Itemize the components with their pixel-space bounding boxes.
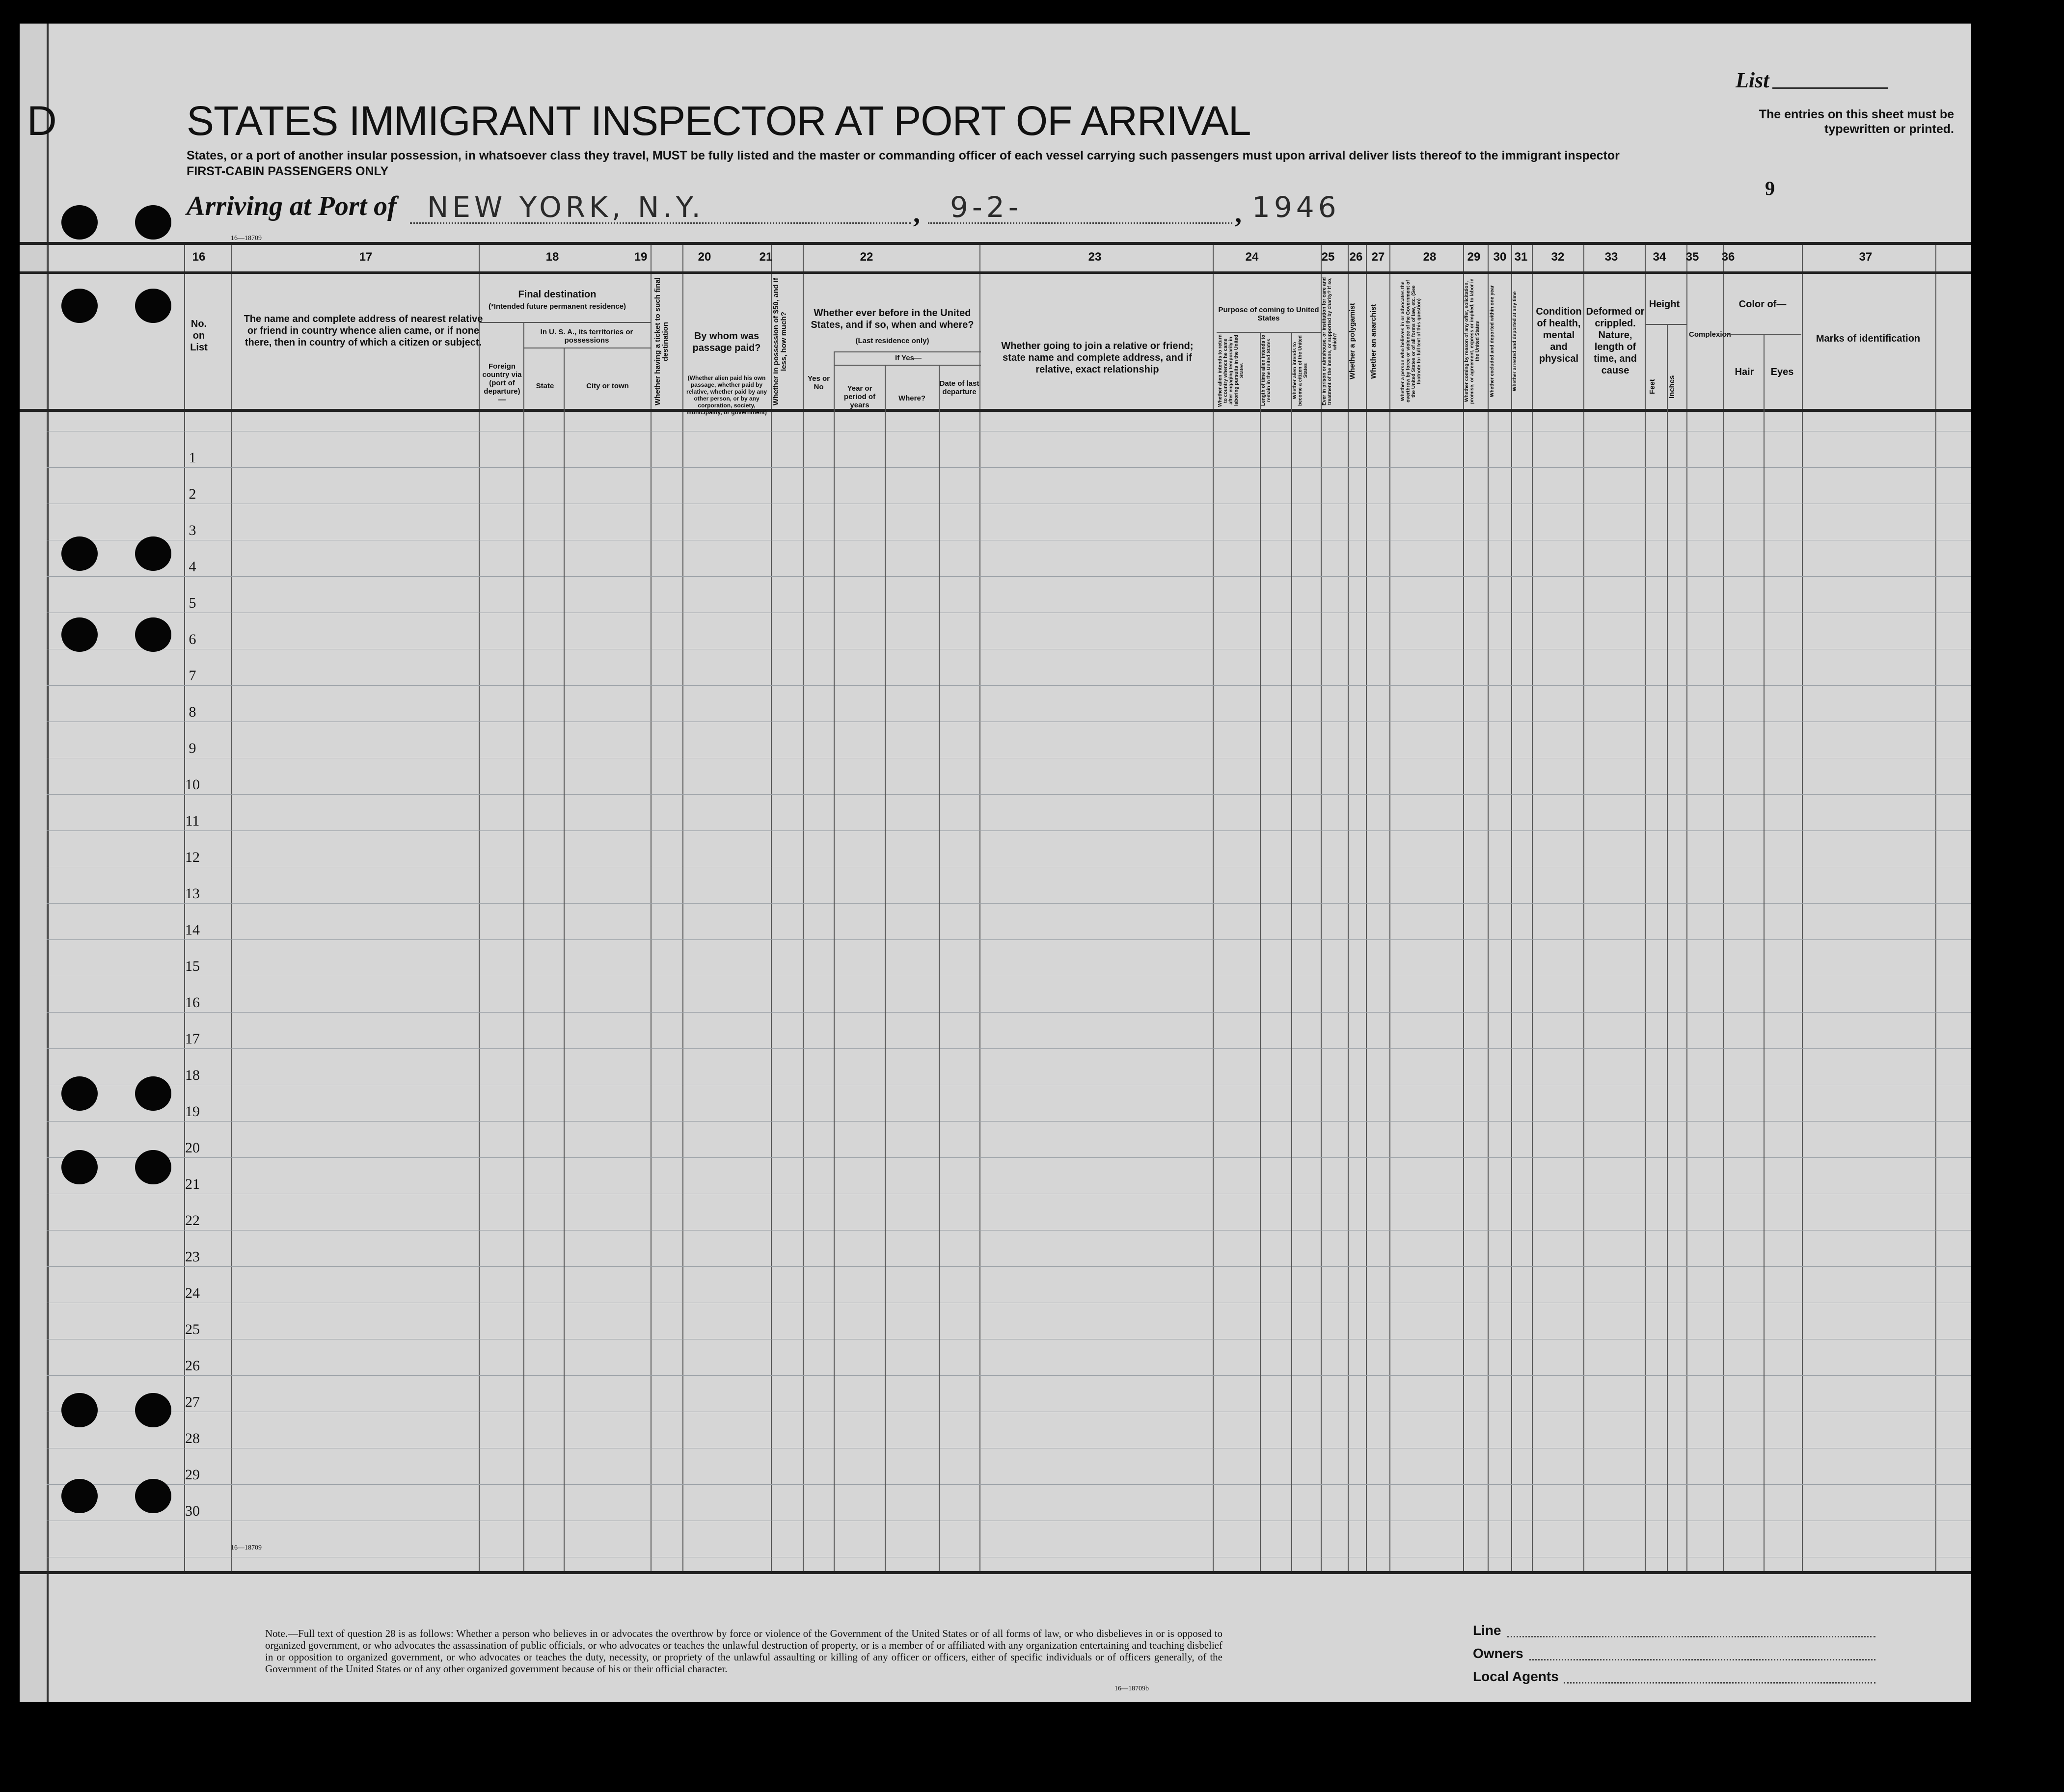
col22-subdivider: [939, 365, 940, 1571]
row-number: 25: [185, 1321, 200, 1337]
col24c-header: Whether alien intends to become a citizen of the United States: [1292, 335, 1308, 406]
row-number: 1: [189, 450, 196, 466]
column-divider: [1348, 242, 1349, 1572]
column-divider: [1532, 242, 1533, 1572]
col34-subdivider: [1667, 324, 1668, 1571]
binder-hole: [135, 617, 171, 652]
col18-note: (*Intended future permanent residence): [488, 302, 626, 311]
row-divider: [47, 685, 1971, 686]
col-num-22: 22: [860, 250, 873, 264]
col17-header: The name and complete address of nearest relative or friend in country whence alien came, or if none there, then in country of which a citizen or subject.: [244, 314, 483, 348]
col24-divider: [1217, 332, 1321, 333]
column-divider: [682, 242, 683, 1572]
col23-header: Whether going to join a relative or friend; state name and complete address, and if relative, exact relationship: [1001, 341, 1194, 375]
column-divider: [651, 242, 652, 1572]
col-num-26: 26: [1349, 250, 1363, 264]
col16-header: No. on List: [190, 319, 208, 353]
col-num-37: 37: [1859, 250, 1873, 264]
col-num-16: 16: [192, 250, 206, 264]
col24-title: Purpose of coming to United States: [1218, 306, 1319, 322]
row-number: 11: [185, 813, 200, 829]
col-num-24: 24: [1245, 250, 1259, 264]
column-divider: [1645, 242, 1646, 1572]
line-field[interactable]: [1507, 1636, 1875, 1637]
col28-header: Whether a person who believes in or advocates the overthrow by force or violence of the Government of the United States or of all forms of law, etc. (See footnote for full text of this question): [1400, 280, 1422, 403]
column-divider: [1321, 242, 1322, 1572]
column-divider: [1463, 242, 1464, 1572]
row-number: 27: [185, 1394, 200, 1410]
col36-subdivider: [1764, 334, 1765, 1571]
form-code: 16—18709: [231, 1544, 262, 1551]
row-number: 29: [185, 1467, 200, 1483]
col24-subdivider: [1260, 332, 1261, 1571]
col20-title: By whom was passage paid?: [692, 331, 761, 353]
local-agents-field[interactable]: [1564, 1682, 1875, 1684]
row-number: 14: [185, 922, 200, 938]
line-label: Line: [1473, 1623, 1501, 1638]
col30-header: Whether excluded and deported within one year: [1490, 285, 1495, 398]
row-number: 10: [185, 776, 200, 793]
row-number: 24: [185, 1285, 200, 1301]
column-divider: [1389, 242, 1390, 1572]
col-num-20: 20: [698, 250, 711, 264]
instructions-text: States, or a port of another insular possession, in whatsoever class they travel, MUST be fully listed and the master or commanding officer of each vessel carrying such passengers must upon arrival deliver lists thereof to the immigrant inspector: [187, 149, 1620, 162]
col34-feet-header: Feet: [1648, 379, 1657, 395]
col26-header: Whether a polygamist: [1348, 303, 1357, 380]
binder-hole: [135, 1076, 171, 1111]
row-number: 19: [185, 1103, 200, 1120]
col18-state-header: State: [536, 382, 554, 390]
binder-hole: [135, 1393, 171, 1427]
row-number: 13: [185, 885, 200, 902]
col35-header: Complexion: [1689, 330, 1731, 339]
binder-hole: [61, 289, 98, 323]
owners-field[interactable]: [1529, 1659, 1875, 1660]
column-divider: [979, 242, 980, 1572]
column-divider: [1583, 242, 1584, 1572]
col-num-32: 32: [1551, 250, 1565, 264]
col32-header: Condition of health, mental and physical: [1536, 306, 1582, 364]
col-num-29: 29: [1467, 250, 1481, 264]
col-num-21: 21: [759, 250, 773, 264]
col22-divider: [834, 351, 981, 352]
passenger-class-label: FIRST-CABIN PASSENGERS ONLY: [187, 164, 389, 178]
col22-subdivider: [885, 365, 886, 1571]
col-num-28: 28: [1423, 250, 1437, 264]
col24-subdivider: [1291, 332, 1292, 1571]
col22-where-header: Where?: [898, 394, 925, 402]
row-number: 2: [189, 486, 196, 502]
row-number: 7: [189, 668, 196, 684]
col37-header: Marks of identification: [1816, 333, 1921, 344]
row-divider: [47, 576, 1971, 577]
comma: ,: [1235, 198, 1242, 229]
previous-page-strip: [20, 24, 49, 1702]
col18-subdivider: [523, 322, 524, 1571]
row-divider: [47, 1484, 1971, 1485]
question-28-note: Note.—Full text of question 28 is as follows: Whether a person who believes in or advocates the overthrow by force or violence of the Government of the United States or of all forms of law, or who disbelieves in or is opposed to organized government, or who advocates the assassination of public officials, or who advocates or teaches the unlawful destruction of property, or is a member of or affiliated with any organization entertaining and teaching disbelief in or opposition to organized government, or who advocates or teaches the duty, necessity, or propriety of the unlawful assaulting or killing of any officer or officers, either of specific individuals or of officers generally, of the Government of the United States or of any other organized government because of his or their official character.: [265, 1628, 1222, 1675]
binder-hole: [61, 617, 98, 652]
row-number: 23: [185, 1249, 200, 1265]
column-divider: [1802, 242, 1803, 1572]
binder-hole: [135, 536, 171, 571]
col24b-header: Length of time alien intends to remain in the United States: [1261, 335, 1272, 406]
row-divider: [47, 794, 1971, 795]
col22-date-header: Date of last departure: [939, 379, 979, 396]
row-divider: [47, 1375, 1971, 1376]
col22-note: (Last residence only): [855, 337, 929, 345]
col-num-25: 25: [1321, 250, 1335, 264]
list-label: List: [1736, 68, 1769, 92]
binder-hole: [61, 1150, 98, 1184]
binder-hole: [135, 1150, 171, 1184]
manifest-sheet: [20, 24, 1971, 1702]
row-divider: [47, 1012, 1971, 1013]
port-handwritten[interactable]: NEW YORK, N.Y.: [427, 190, 705, 224]
row-number: 8: [189, 704, 196, 720]
row-number: 30: [185, 1503, 200, 1519]
row-divider: [47, 830, 1971, 831]
col18-usa-header: In U. S. A., its territories or possessions: [540, 328, 633, 345]
typewritten-note: The entries on this sheet must be typewritten or printed.: [1759, 107, 1954, 136]
column-divider: [1723, 242, 1724, 1572]
table-bottom-rule: [20, 1571, 1971, 1574]
col22-yes-no-header: Yes or No: [807, 374, 830, 391]
form-code: 16—18709: [231, 235, 262, 242]
col-num-31: 31: [1514, 250, 1528, 264]
column-divider: [47, 242, 48, 1572]
col29-header: Whether coming by reason of any offer, solicitation, promise, or agreement, express or implied, to labor in the United States: [1464, 278, 1480, 404]
local-agents-label: Local Agents: [1473, 1669, 1559, 1684]
col19-header: Whether having a ticket to such final destination: [653, 277, 670, 405]
binder-hole: [61, 536, 98, 571]
col-num-17: 17: [359, 250, 373, 264]
col27-header: Whether an anarchist: [1369, 304, 1378, 379]
page-title: STATES IMMIGRANT INSPECTOR AT PORT OF ARRIVAL: [187, 98, 1251, 144]
row-number: 16: [185, 994, 200, 1011]
row-number: 28: [185, 1430, 200, 1446]
row-number: 5: [189, 595, 196, 611]
list-number-field[interactable]: [1772, 87, 1888, 89]
form-code: 16—18709b: [1114, 1685, 1149, 1692]
binder-hole: [61, 205, 98, 240]
col22-title: Whether ever before in the United States, and if so, when and where?: [811, 308, 974, 330]
title-fragment: D: [27, 98, 57, 144]
column-divider: [1366, 242, 1367, 1572]
binder-hole: [135, 289, 171, 323]
col25-header: Ever in prison or almshouse, or institution for care and treatment of the insane, or supported by charity? If so, which?: [1322, 277, 1338, 406]
comma: ,: [913, 198, 920, 229]
col22-year-header: Year or period of years: [843, 384, 876, 409]
row-number: 21: [185, 1176, 200, 1192]
col18-foreign-header: Foreign country via (port of departure)—: [482, 362, 522, 404]
year-handwritten[interactable]: 1946: [1252, 190, 1340, 224]
column-divider: [771, 242, 772, 1572]
column-divider: [1686, 242, 1687, 1572]
col-num-30: 30: [1493, 250, 1507, 264]
owners-label: Owners: [1473, 1646, 1523, 1661]
row-divider: [47, 467, 1971, 468]
column-number-rule: [20, 271, 1971, 274]
row-number: 4: [189, 559, 196, 575]
row-divider: [47, 1266, 1971, 1267]
col-num-18: 18: [545, 250, 559, 264]
row-number: 6: [189, 631, 196, 647]
row-divider: [47, 1048, 1971, 1049]
column-divider: [479, 242, 480, 1572]
row-divider: [47, 939, 1971, 940]
row-number: 18: [185, 1067, 200, 1083]
row-number: 9: [189, 740, 196, 756]
col36-title: Color of—: [1738, 299, 1787, 310]
row-divider: [47, 1157, 1971, 1158]
date-handwritten[interactable]: 9-2-: [950, 190, 1023, 224]
col36-eyes-header: Eyes: [1770, 367, 1794, 377]
arriving-label: Arriving at Port of: [187, 191, 397, 221]
col22-subdivider: [834, 351, 835, 1571]
row-number: 12: [185, 849, 200, 865]
column-divider: [1213, 242, 1214, 1572]
sheet-number: 9: [1765, 177, 1775, 199]
col18-group-header: Final destination: [518, 289, 597, 300]
row-divider: [47, 903, 1971, 904]
row-number: 3: [189, 522, 196, 538]
col-num-36: 36: [1721, 250, 1735, 264]
col18-city-header: City or town: [586, 382, 629, 390]
binder-hole: [61, 1393, 98, 1427]
column-divider: [1935, 242, 1936, 1572]
binder-hole: [135, 205, 171, 240]
table-top-rule: [20, 242, 1971, 245]
col-num-35: 35: [1685, 250, 1699, 264]
col-num-19: 19: [634, 250, 648, 264]
column-divider: [803, 242, 804, 1572]
col22-if-yes: If Yes—: [895, 354, 922, 362]
row-divider: [47, 1121, 1971, 1122]
row-number: 15: [185, 958, 200, 974]
row-number: 22: [185, 1212, 200, 1229]
col34-divider: [1646, 324, 1686, 325]
column-divider: [1511, 242, 1512, 1572]
col22-if-yes-divider: [834, 365, 981, 366]
column-divider: [231, 242, 232, 1572]
col21-header: Whether in possession of $50, and if less, how much?: [772, 277, 788, 405]
col24a-header: Whether alien intends to return to country whence he came after engaging temporarily in laboring pursuits in the United States: [1218, 334, 1245, 407]
row-number: 17: [185, 1031, 200, 1047]
binder-hole: [61, 1076, 98, 1111]
col-num-23: 23: [1088, 250, 1102, 264]
header-bottom-rule: [20, 409, 1971, 412]
col-num-34: 34: [1653, 250, 1666, 264]
col33-header: Deformed or crippled. Nature, length of time, and cause: [1586, 306, 1645, 376]
col18-subdivider: [564, 348, 565, 1571]
col31-header: Whether arrested and deported at any time: [1512, 291, 1518, 392]
col-num-33: 33: [1604, 250, 1618, 264]
binder-hole: [61, 1479, 98, 1513]
col34-inches-header: Inches: [1668, 375, 1676, 399]
row-number: 26: [185, 1358, 200, 1374]
col18-divider: [479, 322, 651, 323]
row-number: 20: [185, 1140, 200, 1156]
binder-hole: [135, 1479, 171, 1513]
col34-title: Height: [1649, 299, 1680, 310]
col20-note: (Whether alien paid his own passage, whether paid by relative, whether paid by any other person, or by any corporation, society, municipality, or government): [686, 374, 767, 416]
col36-hair-header: Hair: [1735, 367, 1754, 377]
col-num-27: 27: [1371, 250, 1385, 264]
column-divider: [1488, 242, 1489, 1572]
